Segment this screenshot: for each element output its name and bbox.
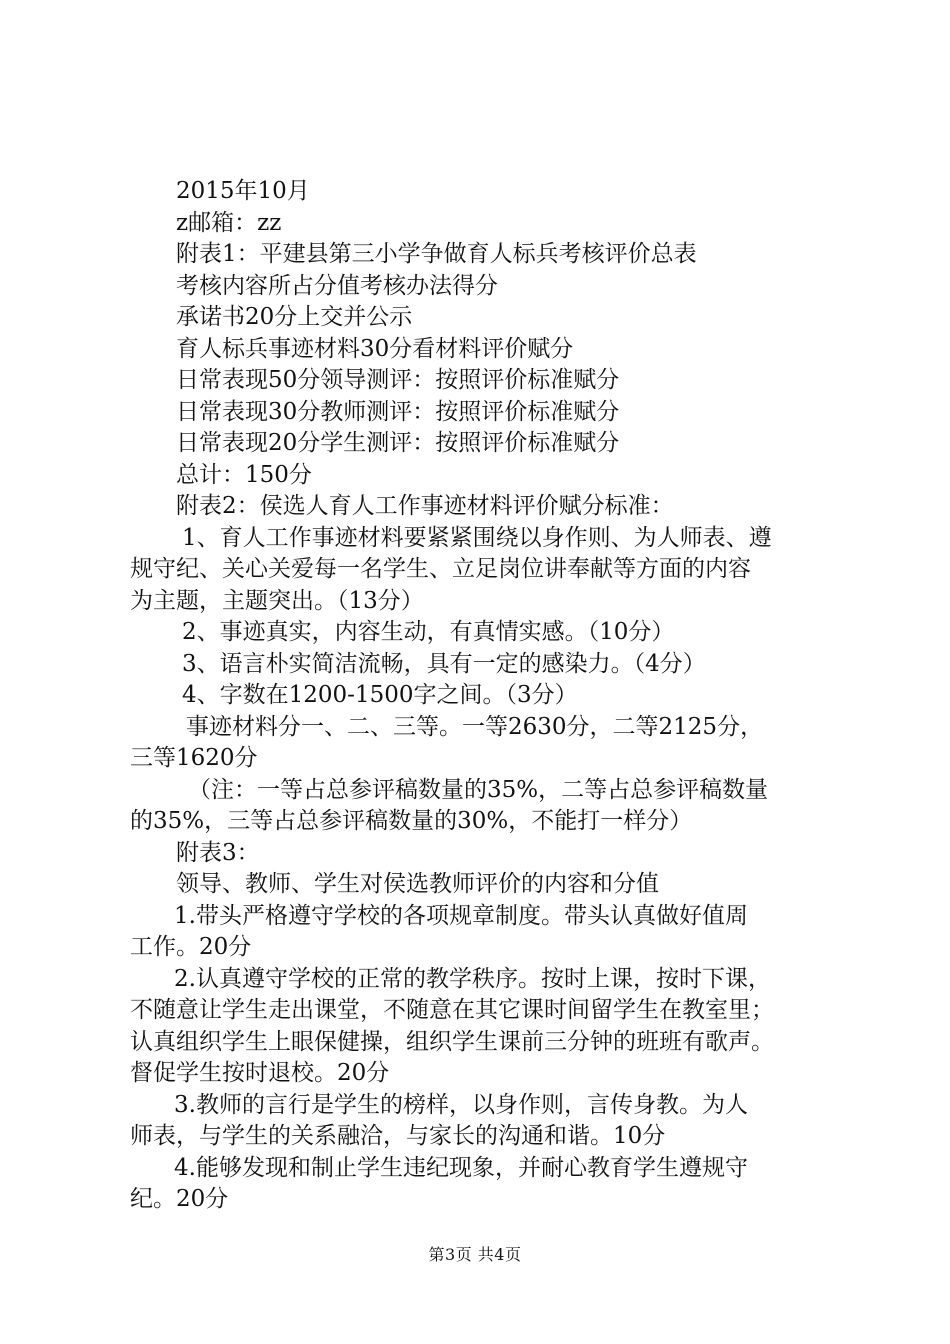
document-body	[130, 176, 840, 1216]
criterion-line: 1、育人工作事迹材料要紧紧围绕以身作则、为人师表、遵	[182, 524, 772, 551]
criterion-line: 4、字数在1200-1500字之间。（3分）	[182, 682, 578, 708]
table-row: 日常表现50分领导测评：按照评价标准赋分	[176, 367, 620, 393]
item-line: 认真组织学生上眼保健操，组织学生课前三分钟的班班有歌声。	[130, 1028, 774, 1055]
email-line: z邮箱：zz	[176, 209, 282, 236]
appendix3-subtitle: 领导、教师、学生对侯选教师评价的内容和分值	[176, 871, 659, 897]
criterion-line: 3、语言朴实简洁流畅，具有一定的感染力。（4分）	[182, 650, 706, 677]
item-line: 3.教师的言行是学生的榜样，以身作则，言传身教。为人	[174, 1091, 748, 1118]
item-line: 纪。20分	[130, 1186, 229, 1212]
table-row: 承诺书20分上交并公示	[176, 304, 413, 330]
item-line: 工作。20分	[130, 934, 252, 960]
table-row: 育人标兵事迹材料30分看材料评价赋分	[176, 335, 574, 362]
item-line: 2.认真遵守学校的正常的教学秩序。按时上课，按时下课，	[174, 965, 771, 992]
total-line: 总计：150分	[176, 461, 312, 488]
table-row: 日常表现30分教师测评：按照评价标准赋分	[176, 398, 620, 425]
criterion-line: 2、事迹真实，内容生动，有真情实感。（10分）	[182, 619, 675, 645]
appendix3-title: 附表3：	[176, 839, 260, 866]
item-line: 4.能够发现和制止学生违纪现象，并耐心教育学生遵规守	[174, 1154, 748, 1181]
page-number-footer: 第3页 共4页	[428, 1245, 522, 1264]
item-line: 督促学生按时退校。20分	[130, 1060, 390, 1086]
grades-line: 三等1620分	[130, 745, 258, 771]
grades-line: 事迹材料分一、二、三等。一等2630分，二等2125分，	[186, 713, 764, 740]
appendix1-title: 附表1：平建县第三小学争做育人标兵考核评价总表	[176, 241, 697, 267]
item-line: 师表，与学生的关系融洽，与家长的沟通和谐。10分	[130, 1123, 666, 1149]
item-line: 1.带头严格遵守学校的各项规章制度。带头认真做好值周	[174, 902, 748, 929]
criterion-line: 规守纪、关心关爱每一名学生、立足岗位讲奉献等方面的内容	[130, 556, 751, 582]
appendix2-title: 附表2：侯选人育人工作事迹材料评价赋分标准：	[176, 493, 674, 519]
criterion-line: 为主题，主题突出。（13分）	[130, 587, 424, 614]
note-line: 的35%，三等占总参评稿数量的30%，不能打一样分）	[130, 808, 693, 834]
item-line: 不随意让学生走出课堂，不随意在其它课时间留学生在教室里；	[130, 997, 774, 1023]
table-header-line: 考核内容所占分值考核办法得分	[176, 272, 498, 299]
table-row: 日常表现20分学生测评：按照评价标准赋分	[176, 430, 620, 456]
note-line: （注：一等占总参评稿数量的35%，二等占总参评稿数量	[188, 776, 769, 803]
date-line: 2015年10月	[176, 178, 310, 204]
